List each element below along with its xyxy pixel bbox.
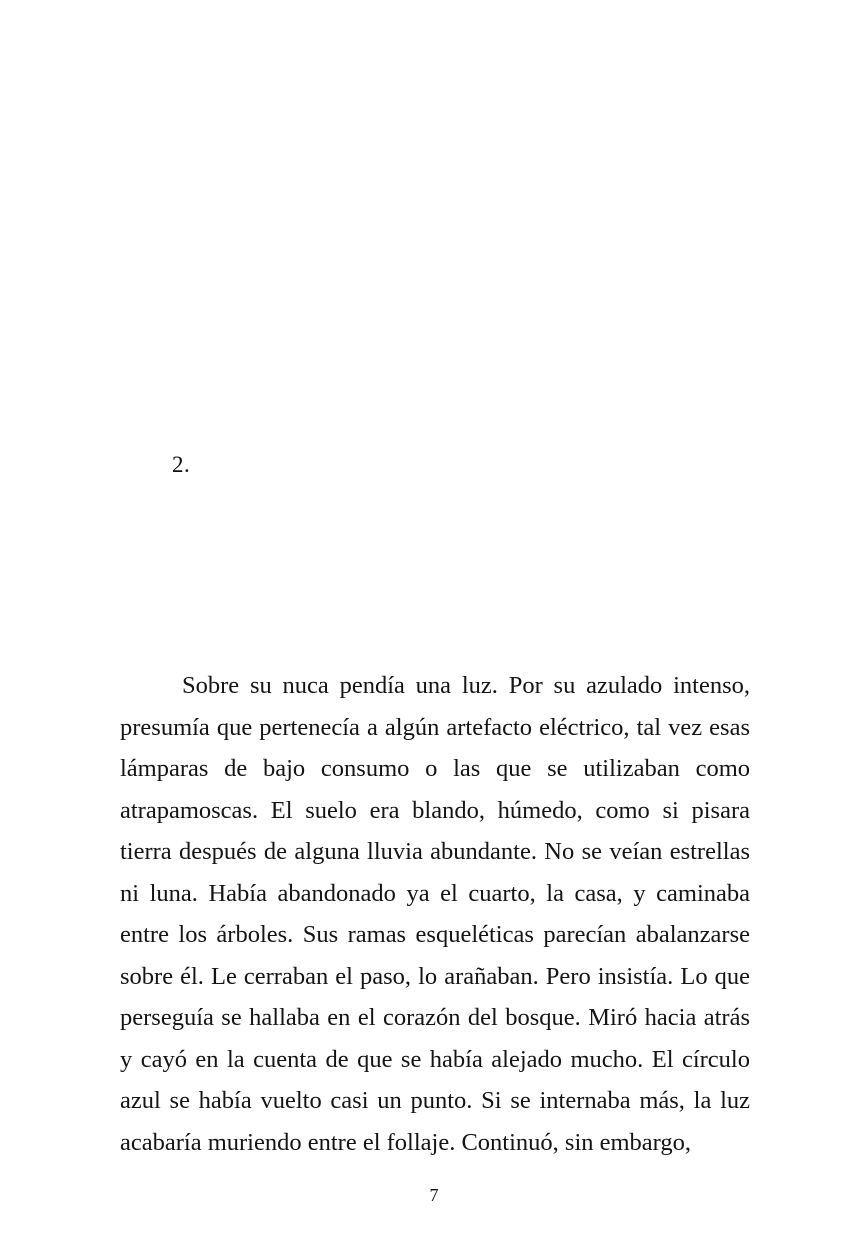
body-text-block — [120, 665, 750, 1163]
body-paragraph: Sobre su nuca pendía una luz. Por su azulado intenso, presumía que pertenecía a algún artefacto eléctrico, tal vez esas lámparas de bajo consumo o las que se utilizaban como atrapamoscas. El suelo era blando, húmedo, como si pisara tierra después de alguna lluvia abundante. No se veían estrellas ni luna. Había abandonado ya el cuarto, la casa, y caminaba entre los árboles. Sus ramas esqueléticas parecían abalanzarse sobre él. Le cerraban el paso, lo arañaban. Pero insistía. Lo que perseguía se hallaba en el corazón del bosque. Miró hacia atrás y cayó en la cuenta de que se había alejado mucho. El círculo azul se había vuelto casi un punto. Si se internaba más, la luz acabaría muriendo entre el follaje. Continuó, sin embargo, — [120, 672, 750, 1156]
chapter-number: 2. — [172, 452, 191, 477]
page-number: 7 — [429, 1185, 439, 1205]
